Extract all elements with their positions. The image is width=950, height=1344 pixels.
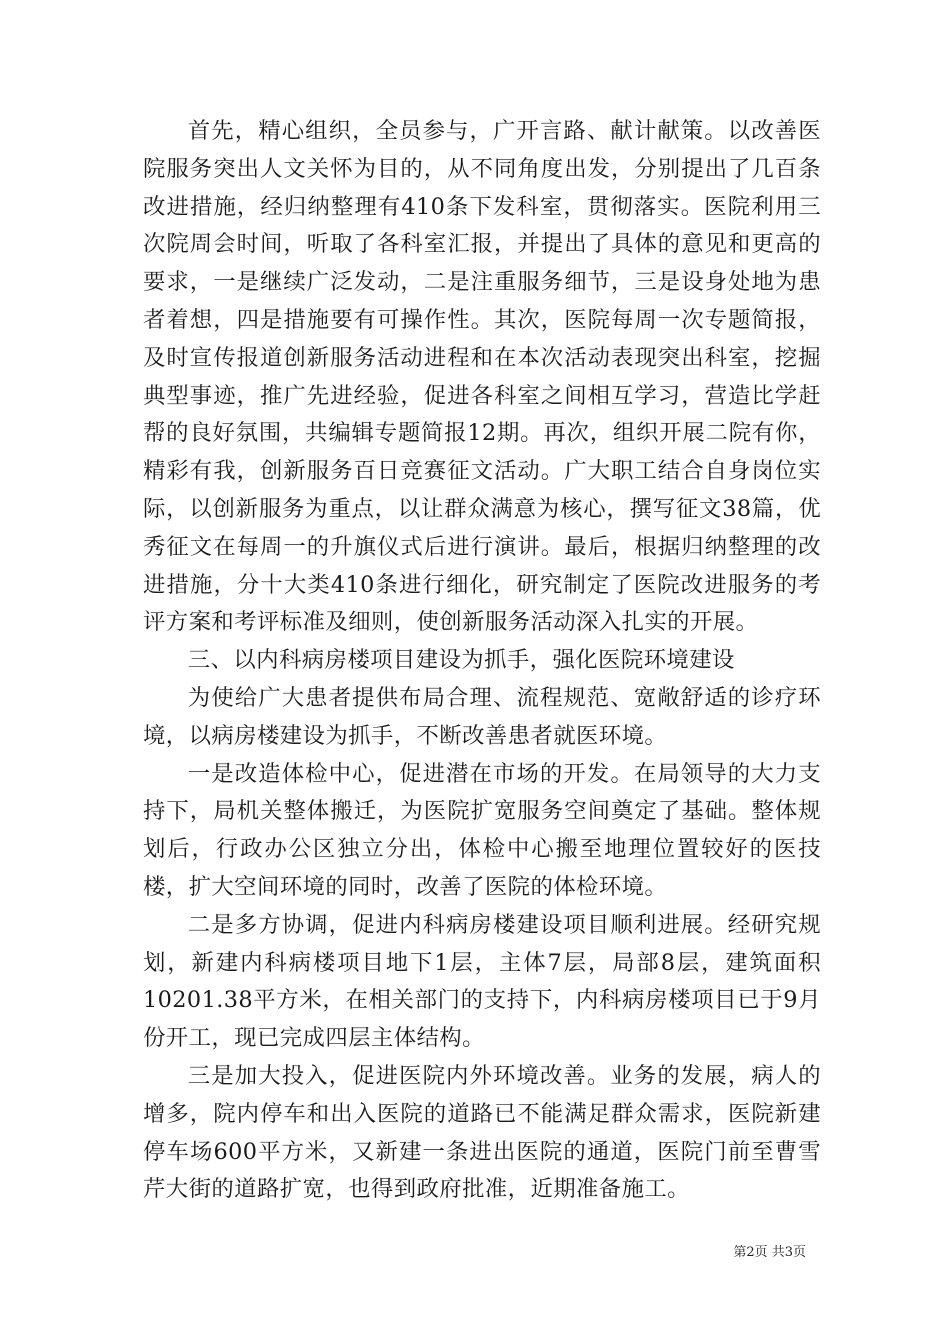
paragraph-intro: 为使给广大患者提供布局合理、流程规范、宽敞舒适的诊疗环境，以病房楼建设为抓手，不断改善患者就医环境。 [143, 684, 821, 749]
section-heading: 三、以内科病房楼项目建设为抓手，强化医院环境建设 [187, 647, 735, 674]
paragraph-ward-building: 二是多方协调，促进内科病房楼建设项目顺利进展。经研究规划，新建内科病楼项目地下1层，主体7层，局部8层，建筑面积10201.38平方米，在相关部门的支持下，内科病房楼项目已于9月份开工，现已完成四层主体结构。 [143, 911, 821, 1052]
paragraph-environment: 三是加大投入，促进医院内外环境改善。业务的发展，病人的增多，院内停车和出入医院的道路已不能满足群众需求，医院新建停车场600平方米，又新建一条进出医院的通道，医院门前至曹雪芹大街的道路扩宽，也得到政府批准，近期准备施工。 [143, 1062, 821, 1203]
paragraph-measures: 首先，精心组织，全员参与，广开言路、献计献策。以改善医院服务突出人文关怀为目的，从不同角度出发，分别提出了几百条改进措施，经归纳整理有410条下发科室，贯彻落实。医院利用三次院周会时间，听取了各科室汇报，并提出了具体的意见和更高的要求，一是继续广泛发动，二是注重服务细节，三是设身处地为患者着想，四是措施要有可操作性。其次，医院每周一次专题简报，及时宣传报道创新服务活动进程和在本次活动表现突出科室，挖掘典型事迹，推广先进经验，促进各科室之间相互学习，营造比学赶帮的良好氛围，共编辑专题简报12期。再次，组织开展二院有你，精彩有我，创新服务百日竞赛征文活动。广大职工结合自身岗位实际，以创新服务为重点，以让群众满意为核心，撰写征文38篇，优秀征文在每周一的升旗仪式后进行演讲。最后，根据归纳整理的改进措施，分十大类410条进行细化，研究制定了医院改进服务的考评方案和考评标准及细则，使创新服务活动深入扎实的开展。 [143, 118, 821, 636]
paragraph-physical-exam-center: 一是改造体检中心，促进潜在市场的开发。在局领导的大力支持下，局机关整体搬迁，为医院扩宽服务空间奠定了基础。整体规划后，行政办公区独立分出，体检中心搬至地理位置较好的医技楼，扩大空间环境的同时，改善了医院的体检环境。 [143, 760, 821, 900]
page-number: 第2页 共3页 [733, 1245, 806, 1260]
document-body [143, 113, 821, 1209]
